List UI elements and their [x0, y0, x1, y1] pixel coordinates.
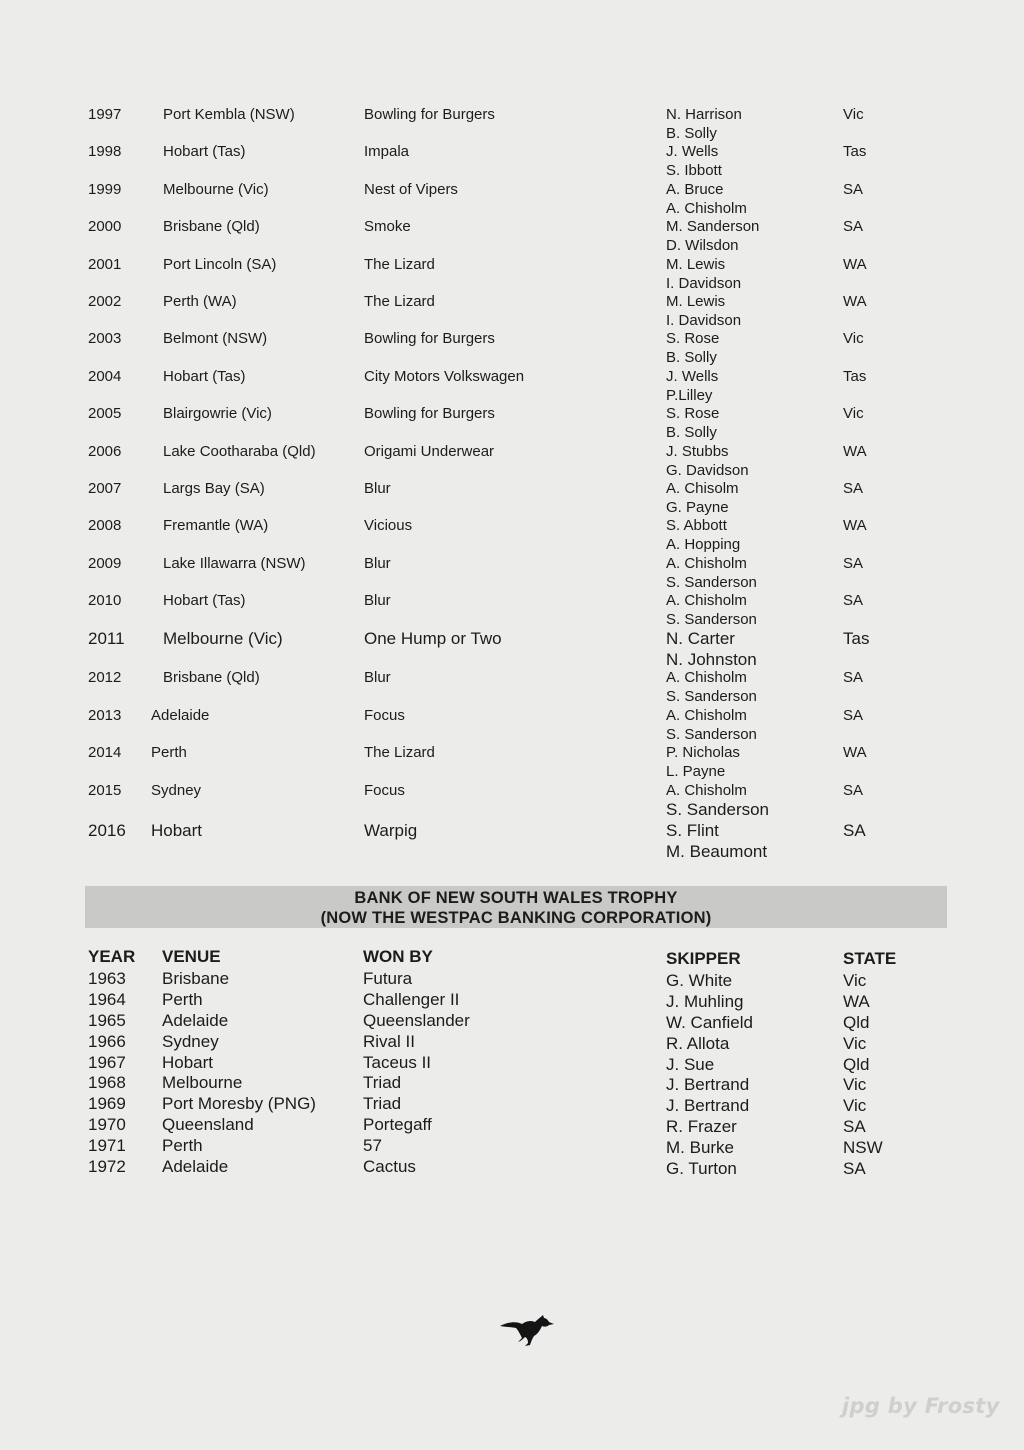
table-row [0, 554, 1024, 591]
crew-cell: B. Solly [666, 125, 717, 142]
crew-cell: S. Sanderson [666, 611, 757, 629]
boat-cell: One Hump or Two [364, 629, 502, 649]
header-year: YEAR [88, 947, 136, 966]
state-cell: SA [843, 592, 864, 610]
skipper-cell: G. Turton [666, 1159, 737, 1179]
year-cell: 2004 [88, 367, 122, 385]
table-row [0, 105, 1024, 142]
year-cell: 2016 [88, 821, 126, 841]
skipper-cell: J. Bertrand [666, 1075, 750, 1095]
state-cell: Vic [843, 971, 867, 990]
skipper-cell: R. Allota [666, 1033, 730, 1053]
state-cell: Vic [843, 106, 864, 123]
skipper-cell: A. Chisholm [666, 554, 747, 572]
header-skipper: SKIPPER [666, 949, 741, 968]
venue-cell: Hobart [162, 1052, 214, 1072]
skipper-cell: J. Muhling [666, 991, 744, 1011]
venue-cell: Perth [151, 744, 187, 762]
year-cell: 2005 [88, 405, 122, 423]
table-row [0, 516, 1024, 553]
state-cell: WA [843, 442, 867, 460]
year-cell: 2003 [88, 330, 122, 348]
boat-cell: Blur [364, 592, 391, 610]
skipper-cell: W. Canfield [666, 1012, 753, 1032]
won-by-cell: Challenger II [363, 989, 460, 1009]
venue-cell: Largs Bay (SA) [163, 479, 265, 497]
year-cell: 1998 [88, 143, 122, 161]
won-by-cell: Queenslander [363, 1010, 470, 1030]
table-row [0, 668, 1024, 705]
crew-cell: N. Johnston [666, 650, 757, 670]
skipper-cell: G. White [666, 971, 733, 990]
skipper-cell: J. Wells [666, 143, 719, 161]
boat-cell: Bowling for Burgers [364, 330, 495, 348]
state-cell: Qld [843, 1054, 870, 1074]
year-cell: 2011 [88, 629, 125, 649]
year-cell: 2007 [88, 479, 122, 497]
venue-cell: Perth [162, 1136, 203, 1156]
table-row [0, 329, 1024, 366]
year-cell: 2006 [88, 442, 122, 460]
skipper-cell: M. Sanderson [666, 218, 760, 236]
year-cell: 1967 [88, 1052, 126, 1072]
state-cell: SA [843, 821, 866, 841]
table-row [0, 292, 1024, 329]
crew-cell: P.Lilley [666, 386, 713, 404]
table-row [0, 442, 1024, 479]
table-row [0, 1032, 1024, 1053]
skipper-cell: R. Frazer [666, 1117, 737, 1137]
crew-cell: G. Davidson [666, 461, 749, 479]
banner-subtitle: (NOW THE WESTPAC BANKING CORPORATION) [320, 909, 712, 927]
boat-cell: Smoke [364, 218, 411, 236]
boat-cell: The Lizard [364, 255, 435, 273]
venue-cell: Melbourne [162, 1073, 243, 1093]
year-cell: 2000 [88, 218, 122, 236]
skipper-cell: S. Flint [666, 821, 719, 841]
skipper-cell: M. Lewis [666, 292, 726, 310]
year-cell: 2010 [88, 592, 122, 610]
year-cell: 2012 [88, 669, 122, 687]
year-cell: 1969 [88, 1094, 126, 1114]
venue-cell: Queensland [162, 1115, 254, 1135]
venue-cell: Sydney [151, 781, 202, 799]
watermark: jpg by Frosty [842, 1394, 1000, 1418]
header-venue: VENUE [162, 947, 221, 966]
table-row [0, 706, 1024, 743]
skipper-cell: A. Chisholm [666, 781, 747, 799]
venue-cell: Adelaide [162, 1157, 229, 1177]
year-cell: 2013 [88, 706, 122, 724]
table-header [0, 947, 1024, 969]
venue-cell: Adelaide [151, 706, 210, 724]
venue-cell: Brisbane [162, 969, 230, 988]
venue-cell: Hobart (Tas) [163, 592, 246, 610]
venue-cell: Lake Illawarra (NSW) [163, 554, 306, 572]
kangaroo-icon [498, 1312, 556, 1352]
venue-cell: Melbourne (Vic) [163, 629, 283, 649]
state-cell: Tas [843, 367, 867, 385]
skipper-cell: S. Abbott [666, 517, 727, 535]
venue-cell: Adelaide [162, 1010, 229, 1030]
state-cell: SA [843, 554, 864, 572]
venue-cell: Hobart [151, 821, 203, 841]
crew-cell: S. Sanderson [666, 799, 770, 819]
skipper-cell: J. Stubbs [666, 442, 729, 460]
crew-cell: S. Sanderson [666, 573, 757, 591]
crew-cell: G. Payne [666, 498, 729, 516]
crew-cell: I. Davidson [666, 311, 742, 329]
skipper-cell: J. Wells [666, 367, 719, 385]
state-cell: SA [843, 706, 864, 724]
table-row [0, 820, 1024, 860]
header-state: STATE [843, 949, 897, 968]
state-cell: SA [843, 781, 864, 799]
year-cell: 2008 [88, 517, 122, 535]
boat-cell: Blur [364, 669, 391, 687]
year-cell: 1971 [88, 1136, 126, 1156]
state-cell: SA [843, 669, 864, 687]
venue-cell: Hobart (Tas) [163, 367, 246, 385]
venue-cell: Brisbane (Qld) [163, 218, 260, 236]
boat-cell: Blur [364, 554, 391, 572]
skipper-cell: A. Bruce [666, 180, 724, 198]
boat-cell: Focus [364, 781, 405, 799]
table-row [0, 1136, 1024, 1157]
crew-cell: D. Wilsdon [666, 237, 739, 255]
venue-cell: Sydney [162, 1031, 219, 1051]
crew-cell: S. Sanderson [666, 688, 757, 706]
venue-cell: Fremantle (WA) [163, 517, 269, 535]
won-by-cell: Portegaff [363, 1115, 432, 1135]
header-won-by: WON BY [363, 947, 433, 966]
skipper-cell: A. Chisolm [666, 479, 739, 497]
boat-cell: The Lizard [364, 744, 435, 762]
crew-cell: I. Davidson [666, 274, 742, 292]
skipper-cell: J. Bertrand [666, 1096, 750, 1116]
state-cell: WA [843, 744, 867, 762]
year-cell: 2015 [88, 781, 122, 799]
crew-cell: B. Solly [666, 424, 717, 442]
year-cell: 2009 [88, 554, 122, 572]
table-row [0, 1115, 1024, 1136]
venue-cell: Lake Cootharaba (Qld) [163, 442, 316, 460]
table-row [0, 1073, 1024, 1094]
table-row [0, 781, 1024, 818]
venue-cell: Belmont (NSW) [163, 330, 268, 348]
venue-cell: Perth [162, 989, 203, 1009]
boat-cell: Impala [364, 143, 410, 161]
year-cell: 1970 [88, 1115, 126, 1135]
venue-cell: Port Moresby (PNG) [162, 1094, 316, 1114]
skipper-cell: J. Sue [666, 1054, 715, 1074]
won-by-cell: Cactus [363, 1157, 416, 1177]
skipper-cell: S. Rose [666, 405, 720, 423]
venue-cell: Port Kembla (NSW) [163, 106, 295, 123]
skipper-cell: A. Chisholm [666, 706, 747, 724]
year-cell: 1972 [88, 1157, 126, 1177]
state-cell: Qld [843, 1012, 870, 1032]
skipper-cell: M. Burke [666, 1138, 735, 1158]
crew-cell: A. Chisholm [666, 199, 747, 217]
crew-cell: S. Ibbott [666, 162, 722, 180]
skipper-cell: A. Chisholm [666, 669, 747, 687]
table-row [0, 743, 1024, 780]
skipper-cell: S. Rose [666, 330, 720, 348]
boat-cell: Nest of Vipers [364, 180, 458, 198]
skipper-cell: A. Chisholm [666, 592, 747, 610]
boat-cell: Origami Underwear [364, 442, 495, 460]
table-row [0, 255, 1024, 292]
table-row [0, 990, 1024, 1011]
boat-cell: Focus [364, 706, 405, 724]
state-cell: WA [843, 255, 867, 273]
skipper-cell: N. Carter [666, 629, 735, 649]
year-cell: 1964 [88, 989, 126, 1009]
table-row [0, 628, 1024, 668]
venue-cell: Melbourne (Vic) [163, 180, 269, 198]
venue-cell: Hobart (Tas) [163, 143, 246, 161]
year-cell: 1963 [88, 969, 126, 988]
crew-cell: M. Beaumont [666, 842, 768, 862]
won-by-cell: Triad [363, 1094, 402, 1114]
boat-cell: Blur [364, 479, 391, 497]
venue-cell: Blairgowrie (Vic) [163, 405, 272, 423]
state-cell: WA [843, 517, 867, 535]
crew-cell: A. Hopping [666, 536, 741, 554]
table-row [0, 180, 1024, 217]
table-row [0, 1157, 1024, 1178]
year-cell: 1965 [88, 1010, 126, 1030]
table-row [0, 1094, 1024, 1115]
results-table [0, 105, 1024, 860]
venue-cell: Perth (WA) [163, 292, 237, 310]
year-cell: 2014 [88, 744, 122, 762]
table-row [0, 404, 1024, 441]
state-cell: WA [843, 292, 867, 310]
crew-cell: B. Solly [666, 349, 717, 367]
crew-cell: L. Payne [666, 763, 726, 781]
boat-cell: Warpig [364, 821, 418, 841]
venue-cell: Port Lincoln (SA) [163, 255, 277, 273]
banner-title: BANK OF NEW SOUTH WALES TROPHY [354, 889, 678, 907]
won-by-cell: 57 [363, 1136, 382, 1156]
table-row [0, 142, 1024, 179]
year-cell: 1997 [88, 106, 122, 123]
table-row [0, 1053, 1024, 1074]
venue-cell: Brisbane (Qld) [163, 669, 260, 687]
year-cell: 2002 [88, 292, 122, 310]
won-by-cell: Triad [363, 1073, 402, 1093]
section-banner [85, 886, 947, 928]
state-cell: Tas [843, 143, 867, 161]
skipper-cell: N. Harrison [666, 106, 742, 123]
crew-cell: S. Sanderson [666, 725, 757, 743]
year-cell: 1968 [88, 1073, 126, 1093]
state-cell: SA [843, 1117, 866, 1137]
table-row [0, 479, 1024, 516]
boat-cell: City Motors Volkswagen [364, 367, 525, 385]
state-cell: SA [843, 479, 864, 497]
state-cell: Vic [843, 1075, 867, 1095]
boat-cell: Bowling for Burgers [364, 405, 495, 423]
state-cell: Vic [843, 330, 864, 348]
year-cell: 1966 [88, 1031, 126, 1051]
won-by-cell: Taceus II [363, 1052, 432, 1072]
boat-cell: The Lizard [364, 292, 435, 310]
boat-cell: Vicious [364, 517, 413, 535]
year-cell: 1999 [88, 180, 122, 198]
state-cell: NSW [843, 1138, 883, 1158]
table-row [0, 217, 1024, 254]
skipper-cell: P. Nicholas [666, 744, 740, 762]
state-cell: SA [843, 218, 864, 236]
trophy-table [0, 947, 1024, 1178]
table-row [0, 1011, 1024, 1032]
state-cell: WA [843, 991, 870, 1011]
state-cell: Vic [843, 1096, 867, 1116]
year-cell: 2001 [88, 255, 122, 273]
state-cell: SA [843, 1159, 866, 1179]
state-cell: SA [843, 180, 864, 198]
state-cell: Tas [843, 629, 870, 649]
skipper-cell: M. Lewis [666, 255, 726, 273]
table-row [0, 591, 1024, 628]
boat-cell: Bowling for Burgers [364, 106, 495, 123]
won-by-cell: Rival II [363, 1031, 415, 1051]
table-row [0, 367, 1024, 404]
won-by-cell: Futura [363, 969, 413, 988]
state-cell: Vic [843, 1033, 867, 1053]
state-cell: Vic [843, 405, 864, 423]
table-row [0, 969, 1024, 990]
